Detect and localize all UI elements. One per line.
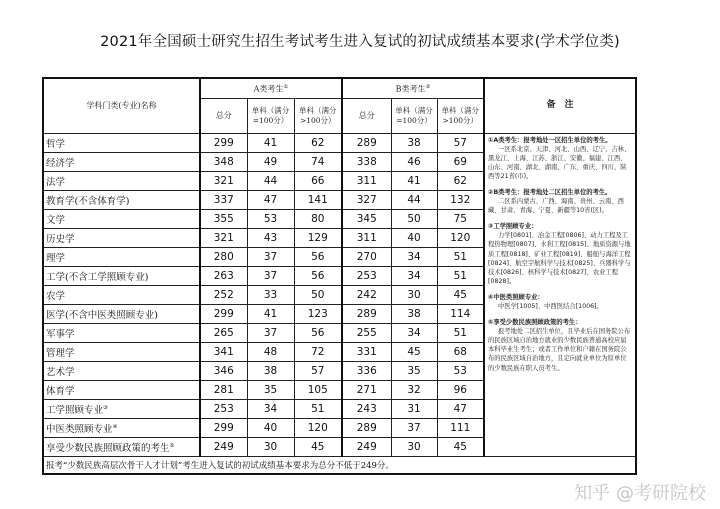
b-total-header: 总分	[342, 98, 391, 133]
subject-cell: 中医类照顾专业④	[43, 418, 200, 437]
a-score-cell: 280	[200, 247, 247, 266]
subject-cell: 法学	[43, 171, 200, 190]
a-score-cell: 35	[247, 380, 294, 399]
subject-cell: 管理学	[43, 342, 200, 361]
a-score-cell: 252	[200, 285, 247, 304]
a-score-cell: 337	[200, 190, 247, 209]
note-block: ③工学照顾专业： 力学[0801]、冶金工程[0806]、动力工程及工程热物理[0807]、水利工程[0815]、地质资源与地质工程[0818]、矿业工程[0819]、船舶与海洋工程[0824]、航空宇航科学与技术[0825]、兵器科学与技术[0826]、核科学与技术[0827]、农业工程[0828]。	[488, 223, 631, 285]
group-a-header: A类考生①	[200, 78, 342, 98]
a-score-cell: 321	[200, 228, 247, 247]
b-score-cell: 68	[437, 342, 484, 361]
b-score-cell: 51	[437, 266, 484, 285]
b-score-cell: 34	[391, 266, 437, 285]
b-score-cell: 271	[342, 380, 391, 399]
b-score-cell: 249	[342, 437, 391, 456]
b-score-cell: 57	[437, 133, 484, 152]
a-score-cell: 105	[294, 380, 342, 399]
b-score-cell: 45	[437, 285, 484, 304]
b-score-cell: 41	[391, 171, 437, 190]
a-score-cell: 80	[294, 209, 342, 228]
subject-cell: 经济学	[43, 152, 200, 171]
b-score-cell: 62	[437, 171, 484, 190]
b-score-cell: 242	[342, 285, 391, 304]
b-score-cell: 35	[391, 361, 437, 380]
b-score-cell: 336	[342, 361, 391, 380]
b-score-cell: 345	[342, 209, 391, 228]
b-score-cell: 30	[391, 285, 437, 304]
a-score-cell: 41	[247, 304, 294, 323]
a-score-cell: 41	[247, 133, 294, 152]
b-score-cell: 114	[437, 304, 484, 323]
b-single100-header: 单科（满分=100分）	[391, 98, 437, 133]
a-score-cell: 72	[294, 342, 342, 361]
b-score-cell: 45	[391, 342, 437, 361]
b-score-cell: 75	[437, 209, 484, 228]
a-total-header: 总分	[200, 98, 247, 133]
a-score-cell: 37	[247, 323, 294, 342]
subject-cell: 农学	[43, 285, 200, 304]
b-score-cell: 47	[437, 399, 484, 418]
a-score-cell: 37	[247, 266, 294, 285]
a-score-cell: 40	[247, 418, 294, 437]
b-single-gt100-header: 单科（满分>100分）	[437, 98, 484, 133]
a-score-cell: 321	[200, 171, 247, 190]
a-score-cell: 263	[200, 266, 247, 285]
a-score-cell: 62	[294, 133, 342, 152]
subject-cell: 艺术学	[43, 361, 200, 380]
b-score-cell: 255	[342, 323, 391, 342]
notes-header: 备 注	[484, 78, 636, 133]
a-score-cell: 341	[200, 342, 247, 361]
subject-cell: 哲学	[43, 133, 200, 152]
a-score-cell: 120	[294, 418, 342, 437]
group-b-header: B类考生②	[342, 78, 484, 98]
a-score-cell: 348	[200, 152, 247, 171]
a-score-cell: 299	[200, 304, 247, 323]
a-score-cell: 37	[247, 247, 294, 266]
page-title: 2021年全国硕士研究生招生考试考生进入复试的初试成绩基本要求(学术学位类)	[100, 34, 620, 50]
a-score-cell: 265	[200, 323, 247, 342]
b-score-cell: 38	[391, 133, 437, 152]
a-score-cell: 74	[294, 152, 342, 171]
a-score-cell: 30	[247, 437, 294, 456]
b-score-cell: 53	[437, 361, 484, 380]
b-score-cell: 51	[437, 247, 484, 266]
note-block: ④中医类照顾专业： 中医学[1005]、中西医结合[1006]。	[488, 293, 603, 310]
note-block: ①A类考生：报考地处一区招生单位的考生。 一区系北京、天津、河北、山西、辽宁、吉林、黑龙江、上海、江苏、浙江、安徽、福建、江西、山东、河南、湖北、湖南、广东、重庆、四川、陕西等21省(市)。	[488, 136, 631, 180]
b-score-cell: 46	[391, 152, 437, 171]
a-score-cell: 49	[247, 152, 294, 171]
footnote: 报考“少数民族高层次骨干人才计划”考生进入复试的初试成绩基本要求为总分不低于249分。	[43, 456, 636, 474]
b-score-cell: 327	[342, 190, 391, 209]
b-score-cell: 338	[342, 152, 391, 171]
b-score-cell: 69	[437, 152, 484, 171]
a-score-cell: 355	[200, 209, 247, 228]
b-score-cell: 38	[391, 304, 437, 323]
b-score-cell: 120	[437, 228, 484, 247]
a-score-cell: 249	[200, 437, 247, 456]
subject-cell: 工学(不含工学照顾专业)	[43, 266, 200, 285]
b-score-cell: 132	[437, 190, 484, 209]
a-score-cell: 44	[247, 171, 294, 190]
b-score-cell: 51	[437, 323, 484, 342]
b-score-cell: 289	[342, 418, 391, 437]
a-score-cell: 281	[200, 380, 247, 399]
b-score-cell: 44	[391, 190, 437, 209]
subject-column-header: 学科门类(专业)名称	[43, 78, 200, 133]
b-score-cell: 111	[437, 418, 484, 437]
subject-cell: 体育学	[43, 380, 200, 399]
a-score-cell: 141	[294, 190, 342, 209]
a-score-cell: 123	[294, 304, 342, 323]
subject-cell: 教育学(不含体育学)	[43, 190, 200, 209]
b-score-cell: 32	[391, 380, 437, 399]
a-score-cell: 57	[294, 361, 342, 380]
a-score-cell: 299	[200, 418, 247, 437]
b-score-cell: 253	[342, 266, 391, 285]
b-score-cell: 96	[437, 380, 484, 399]
a-score-cell: 38	[247, 361, 294, 380]
a-single100-header: 单科（满分=100分）	[247, 98, 294, 133]
b-score-cell: 30	[391, 437, 437, 456]
note-block: ⑤享受少数民族照顾政策的考生： 报考地处二区招生单位，且毕业后在国务院公布的民族区域自治地方就业的少数民族普通高校应届本科毕业生考生；或者工作单位和户籍在国务院公布的民族区域自治地方，且定向就业单位为原单位的少数民族在职人员考生。	[488, 319, 631, 372]
b-score-cell: 289	[342, 304, 391, 323]
a-score-cell: 43	[247, 228, 294, 247]
b-score-cell: 289	[342, 133, 391, 152]
score-table	[42, 77, 637, 475]
b-score-cell: 34	[391, 247, 437, 266]
subject-cell: 工学照顾专业③	[43, 399, 200, 418]
a-score-cell: 48	[247, 342, 294, 361]
note-block: ②B类考生：报考地处二区招生单位的考生。 二区系内蒙古、广西、海南、贵州、云南、西藏、甘肃、青海、宁夏、新疆等10省(区)。	[488, 188, 624, 215]
a-score-cell: 56	[294, 247, 342, 266]
b-score-cell: 34	[391, 323, 437, 342]
b-score-cell: 311	[342, 171, 391, 190]
a-score-cell: 45	[294, 437, 342, 456]
a-score-cell: 253	[200, 399, 247, 418]
b-score-cell: 50	[391, 209, 437, 228]
a-score-cell: 346	[200, 361, 247, 380]
b-score-cell: 45	[437, 437, 484, 456]
notes-cell	[484, 133, 636, 456]
a-score-cell: 33	[247, 285, 294, 304]
b-score-cell: 40	[391, 228, 437, 247]
a-score-cell: 34	[247, 399, 294, 418]
subject-cell: 理学	[43, 247, 200, 266]
subject-cell: 历史学	[43, 228, 200, 247]
a-score-cell: 129	[294, 228, 342, 247]
watermark: 知乎 @考研院校	[574, 483, 706, 504]
a-single-gt100-header: 单科（满分>100分）	[294, 98, 342, 133]
a-score-cell: 56	[294, 323, 342, 342]
subject-cell: 享受少数民族照顾政策的考生⑤	[43, 437, 200, 456]
b-score-cell: 331	[342, 342, 391, 361]
a-score-cell: 56	[294, 266, 342, 285]
subject-cell: 医学(不含中医类照顾专业)	[43, 304, 200, 323]
a-score-cell: 53	[247, 209, 294, 228]
subject-cell: 文学	[43, 209, 200, 228]
subject-cell: 军事学	[43, 323, 200, 342]
b-score-cell: 243	[342, 399, 391, 418]
b-score-cell: 311	[342, 228, 391, 247]
a-score-cell: 47	[247, 190, 294, 209]
b-score-cell: 270	[342, 247, 391, 266]
a-score-cell: 299	[200, 133, 247, 152]
table-row	[43, 133, 636, 152]
a-score-cell: 50	[294, 285, 342, 304]
a-score-cell: 51	[294, 399, 342, 418]
b-score-cell: 31	[391, 399, 437, 418]
a-score-cell: 66	[294, 171, 342, 190]
b-score-cell: 37	[391, 418, 437, 437]
